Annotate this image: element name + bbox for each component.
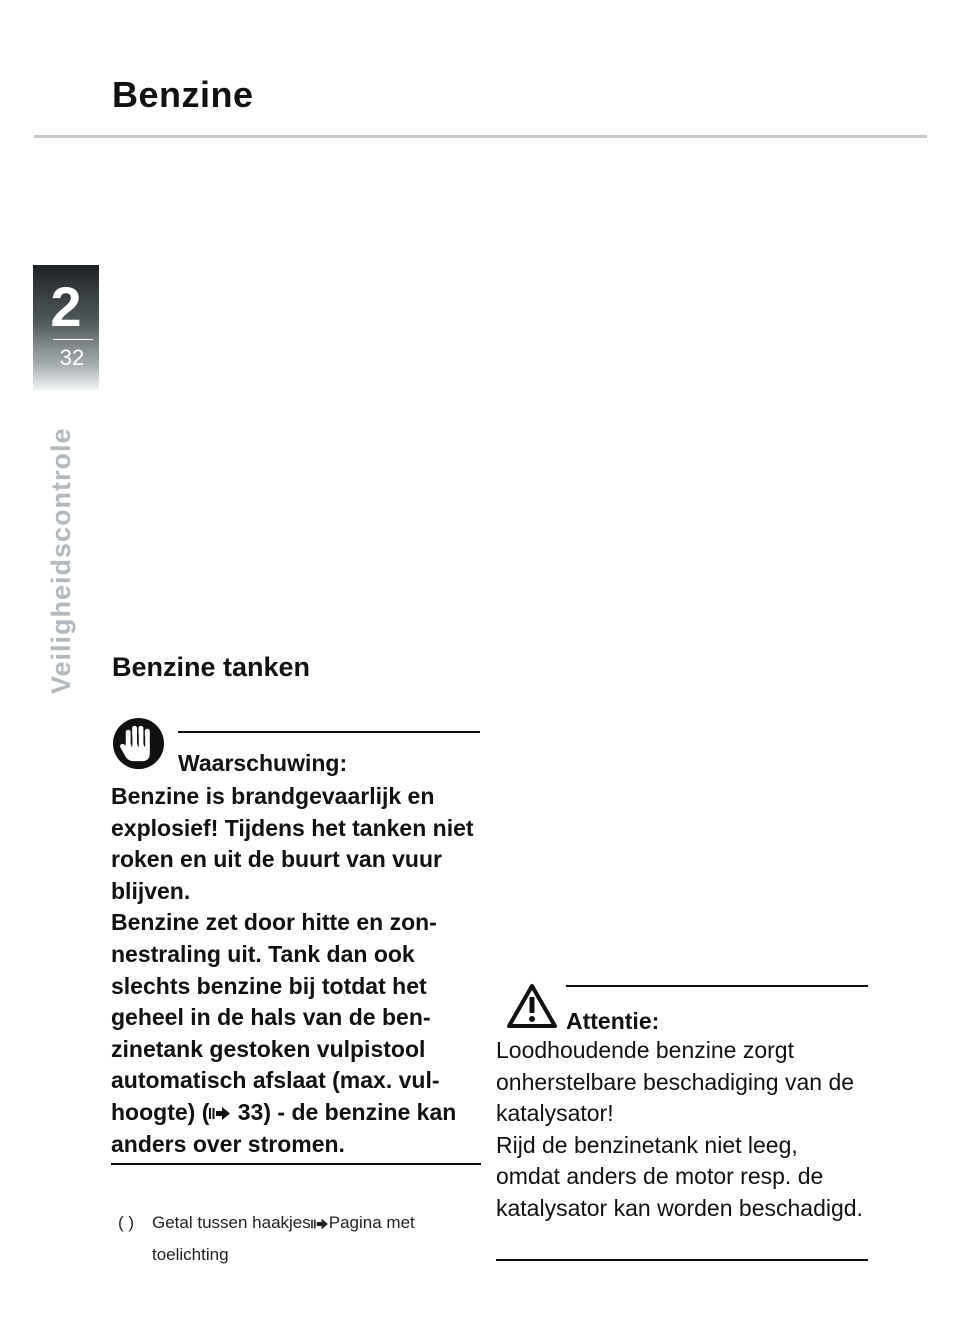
page-title: Benzine — [112, 74, 254, 115]
header-rule — [34, 135, 927, 138]
chapter-number: 2 — [50, 275, 82, 338]
warning-triangle-icon — [506, 983, 558, 1029]
attention-title: Attentie: — [566, 1008, 660, 1034]
attention-paragraph-2: Rijd de benzinetank niet leeg, omdat anders de motor resp. de katalysator kan worden beschadigd. — [496, 1131, 863, 1221]
footnote-symbol: ( ) — [118, 1213, 135, 1232]
warning-paragraph-2-start: Benzine zet door hitte en zonnestraling uit. Tank dan ook slechts benzine bij totdat het geheel in de hals van de benzinetank gestoken vulpistool automatisch afslaat (max. vulhoogte) ( — [111, 909, 440, 1125]
page-reference-arrow-icon — [209, 1106, 231, 1121]
warning-bottom-rule — [111, 1163, 481, 1165]
warning-title: Waarschuwing: — [178, 750, 348, 776]
chapter-tab — [33, 265, 99, 390]
warning-paragraph-2-end: ) - de benzine kan anders over stromen. — [111, 1098, 457, 1157]
attention-text — [496, 1035, 868, 1224]
page-number: 32 — [59, 345, 85, 370]
footnote-line-1 — [118, 1207, 415, 1239]
footnote-text-1: Getal tussen haakjes — [152, 1213, 311, 1232]
stop-hand-icon — [112, 717, 165, 770]
warning-top-rule — [178, 731, 480, 733]
attention-top-rule — [566, 985, 868, 987]
attention-paragraph-1: Loodhoudende benzine zorgt onherstelbare beschadiging van de katalysator! — [496, 1037, 855, 1126]
footnote — [118, 1207, 415, 1271]
warning-page-reference[interactable]: 33 — [237, 1098, 264, 1125]
footnote-text-2: Pagina met — [328, 1213, 415, 1232]
page-reference-arrow-icon — [311, 1218, 329, 1230]
footnote-text-3: toelichting — [152, 1245, 229, 1264]
section-label: Veiligheidscontrole — [46, 427, 76, 694]
attention-bottom-rule — [496, 1259, 868, 1261]
chapter-divider — [53, 339, 93, 340]
warning-paragraph-2 — [111, 907, 481, 1160]
warning-paragraph-1: Benzine is brandgevaarlijk en explosief! Tijdens het tanken niet roken en uit de buurt van vuur blijven. — [111, 783, 474, 904]
section-heading: Benzine tanken — [112, 652, 311, 682]
warning-text — [111, 781, 481, 1160]
